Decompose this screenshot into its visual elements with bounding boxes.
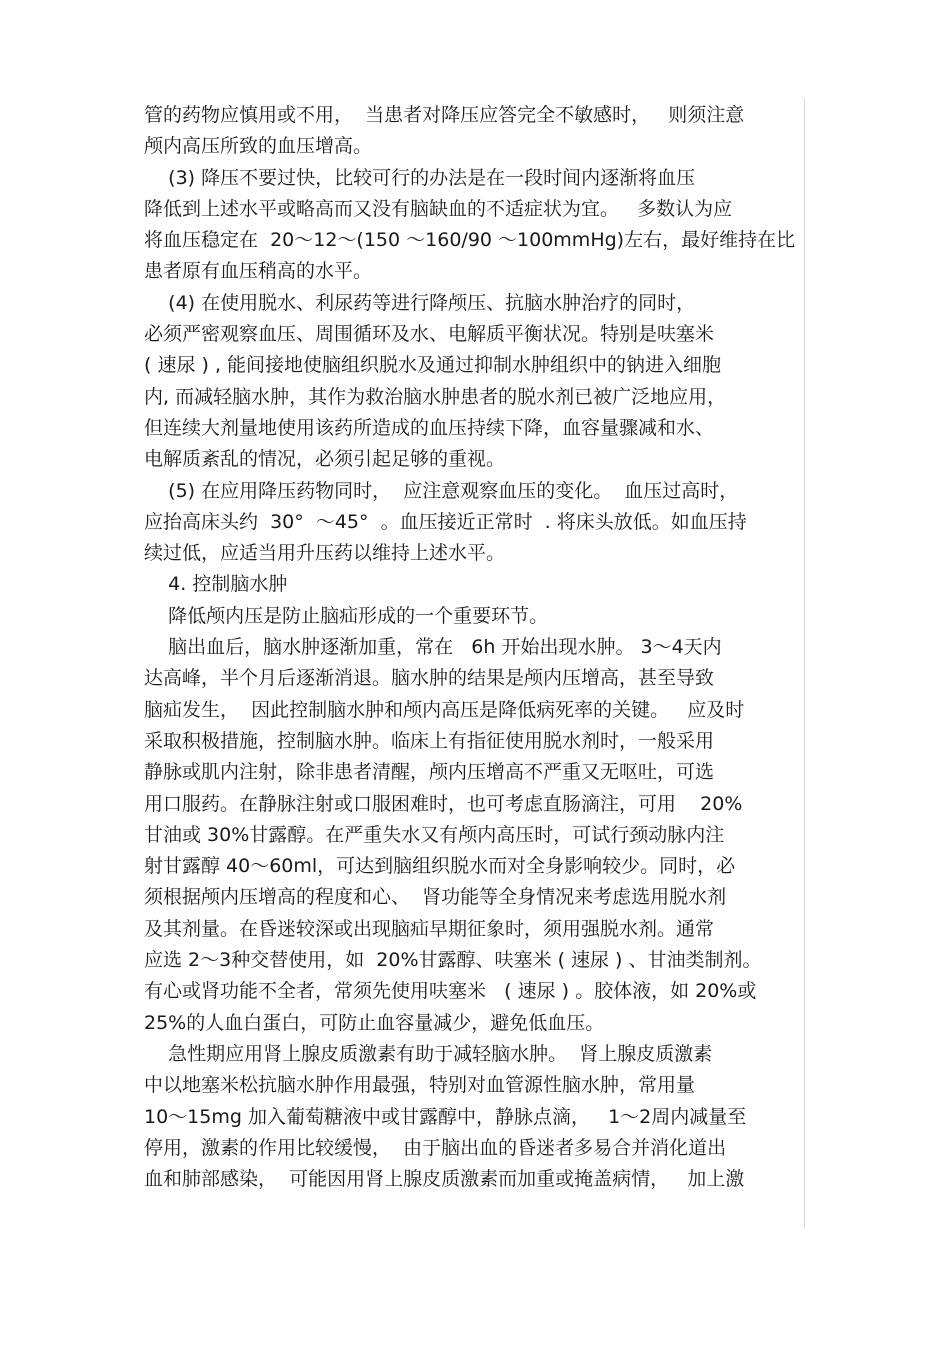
text-line: (5) 在应用降压药物同时， 应注意观察血压的变化。 血压过高时， xyxy=(144,479,739,502)
text-line: 有心或肾功能不全者，常须先使用呋塞米 ( 速尿 ) 。胶体液，如 20%或 xyxy=(144,980,757,1003)
text-line: 脑疝发生， 因此控制脑水肿和颅内高压是降低病死率的关键。 应及时 xyxy=(144,698,745,721)
text-line: 及其剂量。在昏迷较深或出现脑疝早期征象时，须用强脱水剂。通常 xyxy=(144,917,715,940)
text-line: 但连续大剂量地使用该药所造成的血压持续下降，血容量骤减和水、 xyxy=(144,416,715,439)
document-body xyxy=(144,100,816,1195)
text-line: 脑出血后，脑水肿逐渐加重，常在 6h 开始出现水肿。 3～4天内 xyxy=(144,636,722,659)
text-line: (4) 在使用脱水、利尿药等进行降颅压、抗脑水肿治疗的同时， xyxy=(144,291,696,314)
text-line: 甘油或 30%甘露醇。在严重失水又有颅内高压时，可试行颈动脉内注 xyxy=(144,823,725,846)
text-line: 患者原有血压稍高的水平。 xyxy=(144,260,373,283)
text-line: 25%的人血白蛋白，可防止血容量减少，避免低血压。 xyxy=(144,1011,605,1034)
text-line: 降低到上述水平或略高而又没有脑缺血的不适症状为宜。 多数认为应 xyxy=(144,197,733,220)
section-heading: 4. 控制脑水肿 xyxy=(144,573,288,596)
text-line: 须根据颅内压增高的程度和心、 肾功能等全身情况来考虑选用脱水剂 xyxy=(144,886,727,909)
text-line: 静脉或肌内注射，除非患者清醒，颅内压增高不严重又无呕吐，可选 xyxy=(144,761,715,784)
text-line: 射甘露醇 40～60ml，可达到脑组织脱水而对全身影响较少。同时，必 xyxy=(144,855,736,878)
text-line: 电解质紊乱的情况，必须引起足够的重视。 xyxy=(144,448,506,471)
text-line: 将血压稳定在 20～12～(150 ～160/90 ～100mmHg)左右，最好维持在比 xyxy=(144,229,796,252)
text-line: 续过低，应适当用升压药以维持上述水平。 xyxy=(144,542,506,565)
text-line: ( 速尿 ) , 能间接地使脑组织脱水及通过抑制水肿组织中的钠进入细胞 xyxy=(144,354,722,377)
text-line: 应抬高床头约 30° ～45° 。血压接近正常时 . 将床头放低。如血压持 xyxy=(144,510,747,533)
text-line: (3) 降压不要过快，比较可行的办法是在一段时间内逐渐将血压 xyxy=(144,166,696,189)
text-line: 急性期应用肾上腺皮质激素有助于减轻脑水肿。 肾上腺皮质激素 xyxy=(144,1042,713,1065)
text-line: 用口服药。在静脉注射或口服困难时，也可考虑直肠滴注，可用 20% xyxy=(144,792,743,815)
text-line: 采取积极措施，控制脑水肿。临床上有指征使用脱水剂时，一般采用 xyxy=(144,729,715,752)
text-line: 内, 而减轻脑水肿，其作为救治脑水肿患者的脱水剂已被广泛地应用， xyxy=(144,385,727,408)
text-line: 中以地塞米松抗脑水肿作用最强，特别对血管源性脑水肿，常用量 xyxy=(144,1074,696,1097)
text-line: 达高峰，半个月后逐渐消退。脑水肿的结果是颅内压增高，甚至导致 xyxy=(144,667,715,690)
text-line: 颅内高压所致的血压增高。 xyxy=(144,135,373,158)
text-line: 血和肺部感染， 可能因用肾上腺皮质激素而加重或掩盖病情， 加上激 xyxy=(144,1168,745,1191)
text-line: 10～15mg 加入葡萄糖液中或甘露醇中，静脉点滴， 1～2周内减量至 xyxy=(144,1105,747,1128)
text-line: 应选 2～3种交替使用，如 20%甘露醇、呋塞米 ( 速尿 ) 、甘油类制剂。 xyxy=(144,949,762,972)
text-line: 必须严密观察血压、周围循环及水、电解质平衡状况。特别是呋塞米 xyxy=(144,323,715,346)
text-line: 管的药物应慎用或不用， 当患者对降压应答完全不敏感时， 则须注意 xyxy=(144,104,745,126)
text-line: 降低颅内压是防止脑疝形成的一个重要环节。 xyxy=(144,604,549,627)
text-line: 停用，激素的作用比较缓慢， 由于脑出血的昏迷者多易合并消化道出 xyxy=(144,1136,727,1159)
